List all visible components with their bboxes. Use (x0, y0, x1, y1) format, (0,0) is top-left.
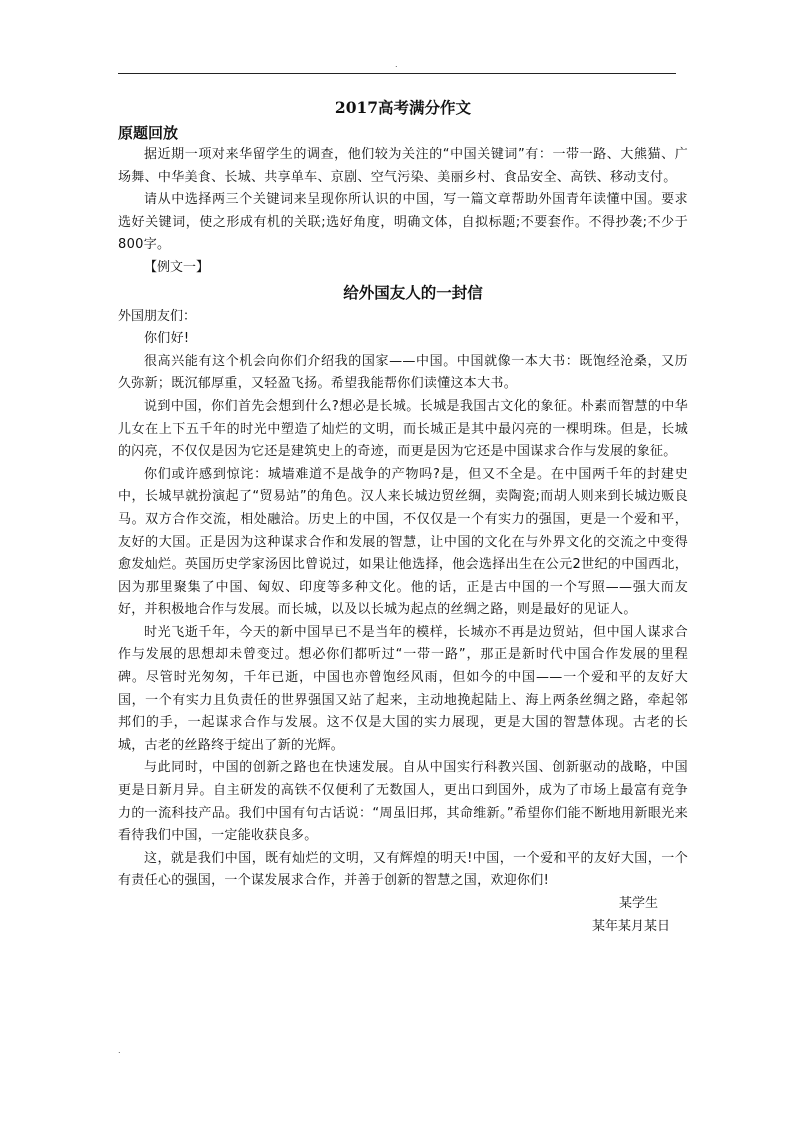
letter-paragraph-4: 时光飞逝千年，今天的新中国早已不是当年的模样，长城亦不再是边贸站，但中国人谋求合作与发展的思想却未曾变过。想必你们都听过“一带一路”，那正是新时代中国合作发展的里程碑。尽管时光匆匆，千年已逝，中国也亦曾饱经风雨，但如今的中国——一个爱和平的友好大国，一个有实力且负责任的世界强国又站了起来，主动地挽起陆上、海上两条丝绸之路，牵起邻邦们的手，一起谋求合作与发展。这不仅是大国的实力展现，更是大国的智慧体现。古老的长城，古老的丝路终于绽出了新的光辉。 (118, 624, 688, 753)
signature-name: 某学生 (618, 896, 658, 911)
signature-date: 某年某月某日 (591, 918, 670, 934)
header-rule (118, 73, 676, 74)
letter-paragraph-5: 与此同时，中国的创新之路也在快速发展。自从中国实行科教兴国、创新驱动的战略，中国更是日新月异。自主研发的高铁不仅便利了无数国人，更出口到国外，成为了市场上最富有竞争力的一流科技产品。我们中国有句古话说：“周虽旧邦，其命维新。”希望你们能不断地用新眼光来看待我们中国，一定能收获良多。 (118, 760, 688, 844)
document-title: 2017高考满分作文 (334, 98, 472, 117)
prompt-paragraph-1: 据近期一项对来华留学生的调查，他们较为关注的“中国关键词”有：一带一路、大熊猫、广场舞、中华美食、长城、共享单车、京剧、空气污染、美丽乡村、食品安全、高铁、移动支付。 (118, 147, 688, 185)
letter-paragraph-6: 这，就是我们中国，既有灿烂的文明，又有辉煌的明天!中国，一个爱和平的友好大国，一个有责任心的强国，一个谋发展求合作，并善于创新的智慧之国，欢迎你们! (118, 850, 688, 889)
header-dot: . (395, 60, 398, 69)
document-body (118, 96, 688, 938)
prompt-paragraph-2: 请从中选择两三个关键词来呈现你所认识的中国，写一篇文章帮助外国青年读懂中国。要求选好关键词，使之形成有机的关联;选好角度，明确文体，自拟标题;不要套作。不得抄袭;不少于800字。 (118, 192, 688, 253)
letter-greeting: 你们好! (144, 331, 190, 347)
letter-paragraph-3: 你们或许感到惊诧：城墙难道不是战争的产物吗?是，但又不全是。在中国两千年的封建史中，长城早就扮演起了“贸易站”的角色。汉人来长城边贸丝绸，卖陶瓷;而胡人则来到长城边贩良马。双方合作交流，相处融洽。历史上的中国，不仅仅是一个有实力的强国，更是一个爱和平，友好的大国。正是因为这种谋求合作和发展的智慧，让中国的文化在与外界文化的交流之中变得愈发灿烂。英国历史学家汤因比曾说过，如果让他选择，他会选择出生在公元2世纪的中国西北，因为那里聚集了中国、匈奴、印度等多种文化。他的话，正是古中国的一个写照——强大而友好，并积极地合作与发展。而长城，以及以长城为起点的丝绸之路，则是最好的见证人。 (118, 466, 688, 618)
letter-salutation: 外国朋友们： (118, 308, 197, 324)
example-label: 【例文一】 (144, 259, 210, 275)
section-heading: 原题回放 (118, 124, 179, 142)
letter-paragraph-1: 很高兴能有这个机会向你们介绍我的国家——中国。中国就像一本大书：既饱经沧桑，又历久弥新；既沉郁厚重，又轻盈飞扬。希望我能帮你们读懂这本大书。 (118, 353, 688, 392)
letter-title: 给外国友人的一封信 (343, 282, 483, 302)
footer-dot: . (118, 1046, 121, 1055)
letter-paragraph-2: 说到中国，你们首先会想到什么?想必是长城。长城是我国古文化的象征。朴素而智慧的中华儿女在上下五千年的时光中塑造了灿烂的文明，而长城正是其中最闪亮的一棵明珠。但是，长城的闪亮，不仅仅是因为它还是建筑史上的奇迹，而更是因为它还是中国谋求合作与发展的象征。 (118, 398, 688, 460)
